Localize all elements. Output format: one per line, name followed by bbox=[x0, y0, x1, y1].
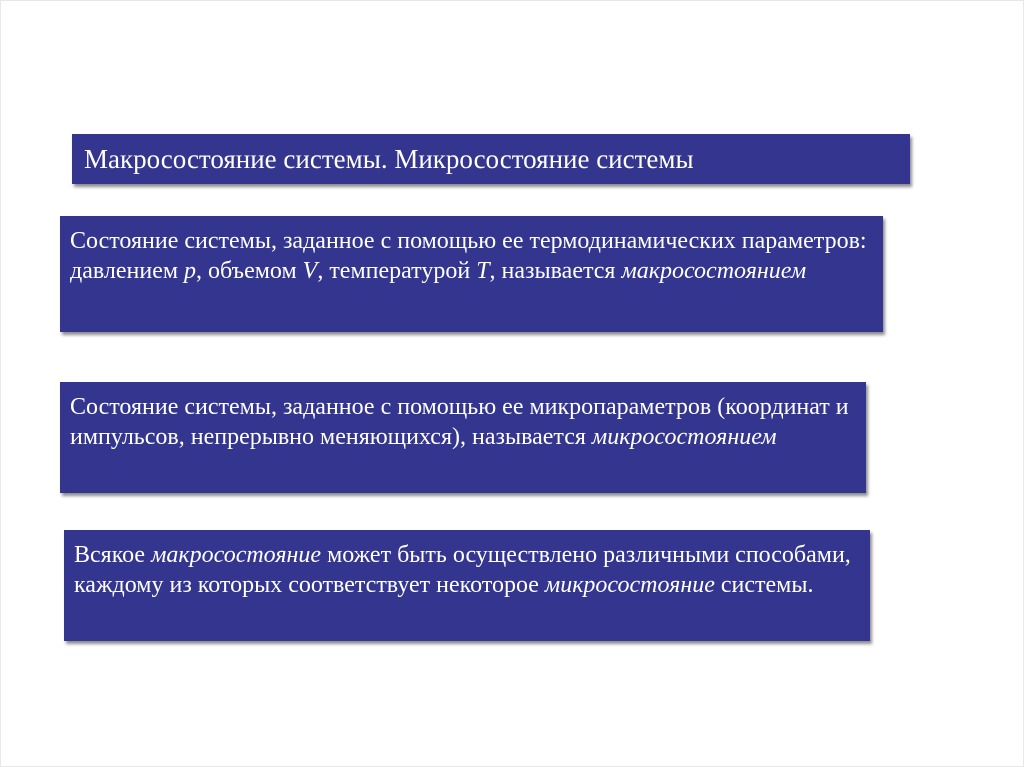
text-fragment: , температурой bbox=[317, 258, 477, 284]
macrostate-term: макросостоянием bbox=[621, 258, 807, 284]
macro-micro-relation-text bbox=[74, 540, 860, 600]
text-fragment: , объемом bbox=[196, 258, 303, 284]
title-box bbox=[72, 134, 910, 184]
microstate-definition-text bbox=[70, 392, 856, 452]
pressure-symbol: p bbox=[184, 258, 197, 284]
text-fragment: Состояние системы, заданное с помощью ее термодинамических параметров: давлением bbox=[70, 228, 873, 284]
macro-micro-relation-box bbox=[64, 530, 870, 641]
macrostate-term: макросостояние bbox=[151, 542, 322, 568]
text-fragment: Всякое bbox=[74, 542, 152, 568]
macrostate-definition-box bbox=[60, 216, 883, 332]
macrostate-definition-text bbox=[70, 226, 873, 286]
volume-symbol: V bbox=[302, 258, 318, 284]
microstate-term: микросостояние bbox=[544, 572, 715, 598]
temperature-symbol: T bbox=[476, 258, 490, 284]
microstate-definition-box bbox=[60, 382, 866, 493]
microstate-term: микросостоянием bbox=[591, 424, 777, 450]
text-fragment: Состояние системы, заданное с помощью ее микропараметров (координат и импульсов, непрерывно меняющихся), называется bbox=[70, 394, 855, 450]
text-fragment: системы. bbox=[714, 572, 814, 598]
slide-title: Макросостояние системы. Микросостояние системы bbox=[84, 144, 694, 174]
text-fragment: может быть осуществлено различными способами, каждому из которых соответствует некоторое bbox=[74, 542, 857, 598]
text-fragment: , называется bbox=[489, 258, 622, 284]
